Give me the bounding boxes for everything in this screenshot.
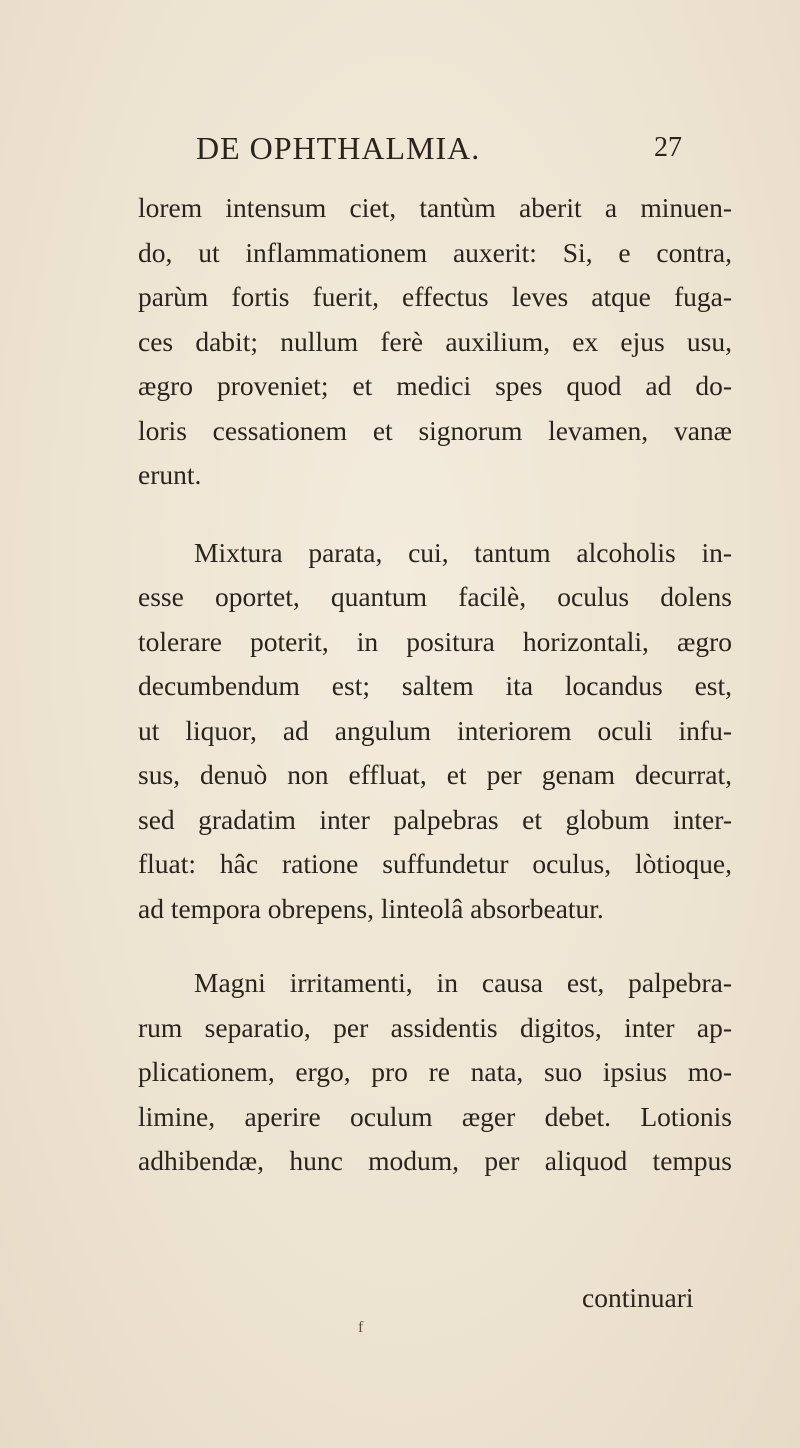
paragraph-spacer (138, 498, 732, 531)
text-line: limine, aperire oculum æger debet. Lotionis (138, 1100, 732, 1132)
paragraph-1 (138, 186, 732, 498)
paragraph-3 (138, 961, 732, 1184)
text-line: Mixtura parata, cui, tantum alcoholis in- (194, 536, 732, 568)
text-line: ut liquor, ad angulum interiorem oculi infu- (138, 714, 732, 746)
paragraph-spacer (138, 931, 732, 961)
catchword: continuari (582, 1282, 694, 1313)
text-line: esse oportet, quantum facilè, oculus dolens (138, 581, 732, 612)
text-line: parùm fortis fuerit, effectus leves atque fuga- (138, 281, 732, 312)
page-header (196, 128, 716, 168)
text-line: tolerare poterit, in positura horizontali, ægro (138, 625, 732, 657)
body-text (138, 186, 732, 1184)
text-line: sus, denuò non effluat, et per genam decurrat, (138, 759, 732, 790)
text-line: decumbendum est; saltem ita locandus est, (138, 670, 732, 701)
text-line: loris cessationem et signorum levamen, vanæ (138, 414, 732, 446)
text-line: lorem intensum ciet, tantùm aberit a minuen- (138, 192, 732, 223)
running-title: DE OPHTHALMIA. (196, 130, 481, 166)
text-line: ægro proveniet; et medici spes quod ad do- (138, 370, 732, 401)
text-line: rum separatio, per assidentis digitos, inter ap- (138, 1011, 732, 1043)
text-line: sed gradatim inter palpebras et globum inter- (138, 803, 732, 835)
signature-mark: f (358, 1319, 364, 1336)
text-line: do, ut inflammationem auxerit: Si, e contra, (138, 236, 732, 268)
paragraph-2 (138, 531, 732, 932)
text-line: erunt. (138, 459, 202, 490)
text-line: fluat: hâc ratione suffundetur oculus, lòtioque, (138, 848, 732, 879)
page-number: 27 (654, 132, 682, 163)
text-line: adhibendæ, hunc modum, per aliquod tempus (138, 1145, 732, 1176)
text-line: ces dabit; nullum ferè auxilium, ex ejus usu, (138, 325, 732, 357)
text-line: plicationem, ergo, pro re nata, suo ipsius mo- (138, 1056, 732, 1087)
text-line: Magni irritamenti, in causa est, palpebra- (194, 967, 732, 998)
text-line: ad tempora obrepens, linteolâ absorbeatur. (138, 892, 604, 924)
